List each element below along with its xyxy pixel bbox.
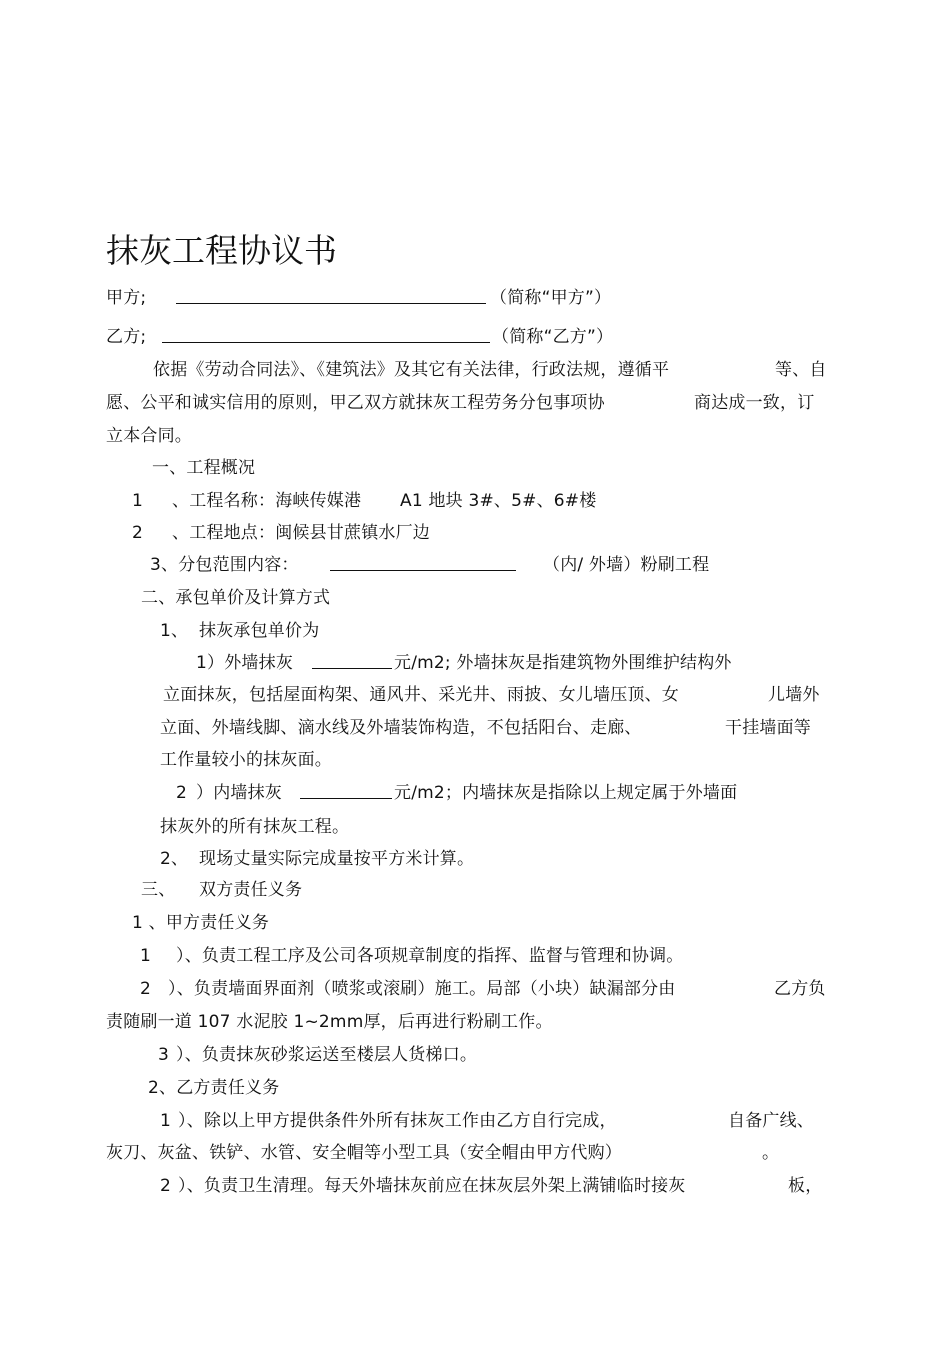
section-2-sub-2-label: ）内墙抹灰 [196, 783, 282, 803]
party-a-duty-2-tail: 乙方负 [774, 979, 826, 999]
party-b-blank [162, 325, 490, 350]
section-2-sub-2-num: 2 [176, 783, 188, 803]
party-a-duties-heading: 1 、甲方责任义务 [132, 913, 270, 933]
party-a-duty-3-num: 3 [158, 1045, 170, 1065]
section-2-item-2-text: 现场丈量实际完成量按平方米计算。 [199, 849, 475, 869]
party-a-duty-1-text: ）、负责工程工序及公司各项规章制度的指挥、监督与管理和协调。 [176, 946, 684, 966]
section-2-sub-2-line-2: 抹灰外的所有抹灰工程。 [160, 817, 350, 837]
party-b-duty-1-num: 1 [160, 1111, 172, 1131]
section-1-item-3-label: 3、分包范围内容： [150, 555, 299, 575]
section-2-item-2-num: 2、 [160, 849, 189, 869]
party-b-duty-1-l2: 灰刀、灰盆、铁铲、水管、安全帽等小型工具（安全帽由甲方代购） [106, 1143, 622, 1163]
party-a-duty-2-line-2: 责随刷一道 107 水泥胶 1~2mm厚，后再进行粉刷工作。 [106, 1012, 553, 1032]
party-b-duty-1-text: ）、除以上甲方提供条件外所有抹灰工作由乙方自行完成， [178, 1111, 617, 1131]
intro-line-3: 立本合同。 [106, 426, 192, 446]
party-b-duty-2-tail: 板， [788, 1176, 823, 1196]
section-1-item-1-tail: A1 地块 3#、5#、6#楼 [400, 491, 597, 511]
intro-line-1b: 等、自 [775, 360, 827, 380]
section-2-sub-2-tail: 元/m2；内墙抹灰是指除以上规定属于外墙面 [394, 783, 738, 803]
party-a-duty-1-num: 1 [140, 946, 152, 966]
section-1-item-1-num: 1 [132, 491, 144, 511]
party-a-duty-2-num: 2 [140, 979, 152, 999]
section-2-sub-2-blank [300, 781, 392, 806]
party-b-duty-2-text: ）、负责卫生清理。每天外墙抹灰前应在抹灰层外架上满铺临时接灰 [178, 1176, 686, 1196]
intro-line-2a: 愿、公平和诚实信用的原则，甲乙双方就抹灰工程劳务分包事项协 [106, 393, 605, 413]
section-2-sub-1-l3b: 干挂墙面等 [725, 718, 811, 738]
party-a-label: 甲方; [106, 288, 147, 308]
section-1-item-2-num: 2 [132, 523, 144, 543]
party-a-duty-3-text: ）、负责抹灰砂浆运送至楼层人货梯口。 [176, 1045, 478, 1065]
party-b-label: 乙方; [106, 327, 147, 347]
section-1-item-1-text: 、工程名称：海峡传媒港 [172, 491, 362, 511]
section-2-item-1-num: 1、 [160, 621, 189, 641]
document-title: 抹灰工程协议书 [106, 231, 337, 270]
party-b-duty-2-num: 2 [160, 1176, 172, 1196]
section-2-sub-1-line-4: 工作量较小的抹灰面。 [160, 750, 332, 770]
section-2-sub-1-blank [312, 651, 392, 676]
party-a-duty-2-text: ）、负责墙面界面剂（喷浆或滚刷）施工。局部（小块）缺漏部分由 [168, 979, 676, 999]
section-3-heading-text: 双方责任义务 [199, 880, 303, 900]
section-1-item-2-text: 、工程地点：闽候县甘蔗镇水厂边 [172, 523, 430, 543]
party-b-suffix: （简称“乙方”） [492, 327, 614, 347]
section-1-item-3-blank [330, 553, 516, 578]
section-1-heading: 一、工程概况 [152, 458, 256, 478]
party-a-blank [176, 286, 486, 311]
section-3-heading-num: 三、 [141, 880, 176, 900]
section-2-sub-1-l2a: 立面抹灰，包括屋面构架、通风井、采光井、雨披、女儿墙压顶、女 [163, 685, 679, 705]
section-2-sub-1-tail: 元/m2; 外墙抹灰是指建筑物外围维护结构外 [394, 653, 732, 673]
intro-line-1a: 依据《劳动合同法》、《建筑法》及其它有关法律，行政法规，遵循平 [153, 360, 670, 380]
section-2-sub-1-label: 1）外墙抹灰 [196, 653, 294, 673]
party-b-duty-1-l2-end: 。 [762, 1143, 780, 1163]
intro-line-2b: 商达成一致，订 [694, 393, 815, 413]
party-a-suffix: （简称“甲方”） [490, 288, 612, 308]
section-2-item-1-text: 抹灰承包单价为 [199, 621, 320, 641]
section-1-item-3-tail: （内/ 外墙）粉刷工程 [543, 555, 710, 575]
section-2-heading: 二、承包单价及计算方式 [141, 588, 331, 608]
party-b-duties-heading: 2、乙方责任义务 [148, 1078, 280, 1098]
party-b-duty-1-tail: 自备广线、 [728, 1111, 814, 1131]
section-2-sub-1-l3a: 立面、外墙线脚、滴水线及外墙装饰构造，不包括阳台、走廊、 [160, 718, 642, 738]
section-2-sub-1-l2b: 儿墙外 [768, 685, 820, 705]
